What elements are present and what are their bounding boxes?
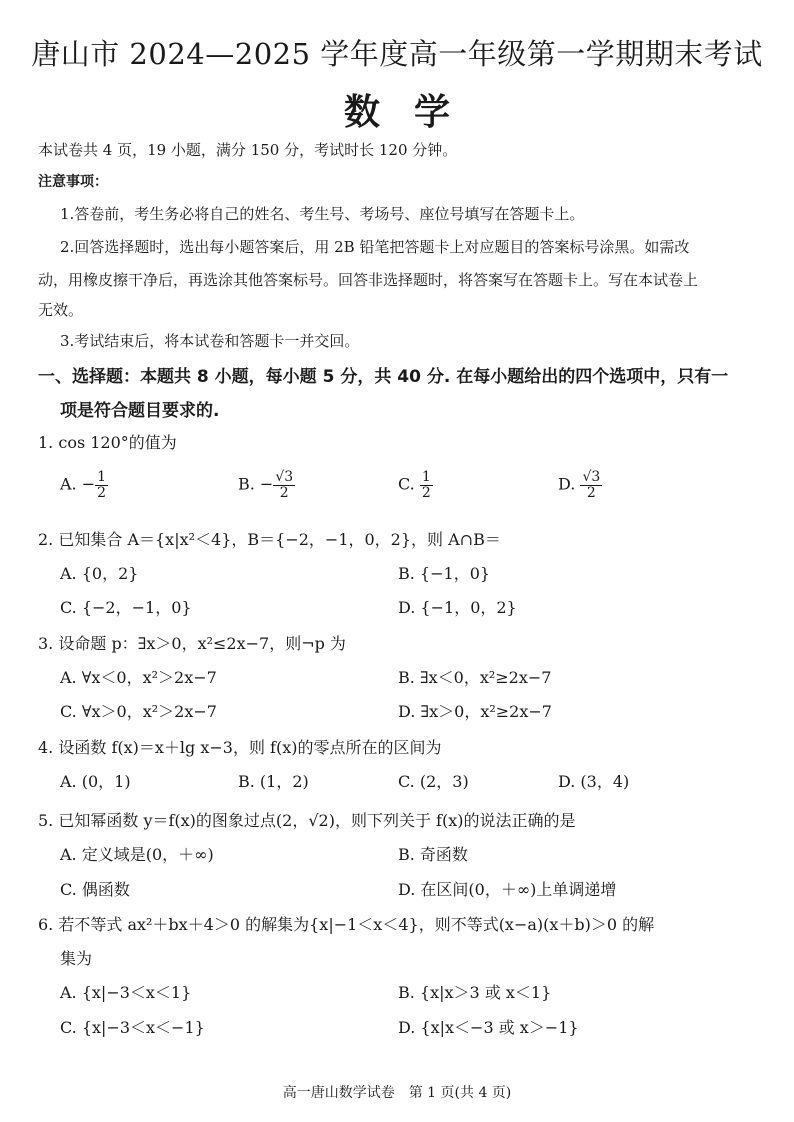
question-4-option-b: B. (1，2) (238, 772, 309, 791)
fraction-denominator: 2 (586, 484, 596, 501)
question-6-option-d: D. {x|x＜−3 或 x＞−1} (398, 1018, 579, 1037)
question-4-option-d: D. (3，4) (558, 772, 630, 791)
question-1-option-c (398, 470, 433, 500)
question-3-option-c: C. ∀x＞0，x²＞2x−7 (60, 702, 217, 721)
notes-heading: 注意事项： (38, 174, 108, 190)
option-d-label: D. (558, 474, 581, 494)
question-4-option-c: C. (2，3) (398, 772, 469, 791)
section-1-heading-line-2: 项是符合题目要求的. (60, 401, 220, 421)
option-b-label: B. − (238, 474, 274, 494)
fraction-numerator: √3 (582, 469, 601, 485)
option-a-fraction (95, 470, 108, 500)
question-2-option-b: B. {−1，0} (398, 564, 491, 583)
question-3-stem: 3. 设命题 p：∃x＞0，x²≤2x−7，则¬p 为 (38, 634, 346, 653)
subject-title: 数学 (343, 92, 484, 133)
question-2-option-d: D. {−1，0，2} (398, 598, 517, 617)
question-6-stem-line-2: 集为 (60, 949, 93, 968)
question-6-option-a: A. {x|−3＜x＜1} (60, 983, 192, 1002)
option-b-fraction (273, 470, 295, 500)
question-1-option-a (60, 470, 108, 500)
note-2-line-1: 2.回答选择题时，选出每小题答案后，用 2B 铅笔把答题卡上对应题目的答案标号涂黑。如需改 (60, 238, 690, 256)
question-5-option-b: B. 奇函数 (398, 845, 468, 864)
fraction-denominator: 2 (421, 484, 431, 501)
question-5-option-a: A. 定义域是(0，＋∞) (60, 845, 214, 864)
option-c-fraction (420, 470, 433, 500)
fraction-denominator: 2 (279, 484, 289, 501)
question-5-option-d: D. 在区间(0，＋∞)上单调递增 (398, 880, 617, 899)
question-3-option-d: D. ∃x＞0，x²≥2x−7 (398, 702, 552, 721)
question-2-option-a: A. {0，2} (60, 564, 139, 583)
question-3-option-a: A. ∀x＜0，x²＞2x−7 (60, 668, 217, 687)
question-4-option-a: A. (0，1) (60, 772, 131, 791)
fraction-numerator: 1 (97, 469, 107, 485)
question-1-option-d (558, 470, 602, 500)
page-footer: 高一唐山数学试卷 第 1 页(共 4 页) (282, 1085, 512, 1101)
question-3-option-b: B. ∃x＜0，x²≥2x−7 (398, 668, 552, 687)
exam-title: 唐山市 2024—2025 学年度高一年级第一学期期末考试 (31, 37, 763, 71)
note-2-line-2: 动，用橡皮擦干净后，再选涂其他答案标号。回答非选择题时，将答案写在答题卡上。写在本试卷上 (38, 271, 699, 289)
option-c-label: C. (398, 474, 420, 494)
note-2-line-3: 无效。 (38, 301, 84, 319)
question-1-option-b (238, 470, 295, 500)
question-4-stem: 4. 设函数 f(x)＝x＋lg x−3，则 f(x)的零点所在的区间为 (38, 738, 442, 757)
exam-intro: 本试卷共 4 页，19 小题，满分 150 分，考试时长 120 分钟。 (38, 141, 458, 159)
question-1-stem: 1. cos 120°的值为 (38, 433, 177, 452)
note-1: 1.答卷前，考生务必将自己的姓名、考生号、考场号、座位号填写在答题卡上。 (60, 205, 585, 223)
question-5-stem: 5. 已知幂函数 y＝f(x)的图象过点(2，√2)，则下列关于 f(x)的说法正确的是 (38, 811, 576, 830)
question-2-stem: 2. 已知集合 A＝{x|x²＜4}，B＝{−2，−1，0，2}，则 A∩B＝ (38, 530, 501, 549)
option-d-fraction (580, 470, 602, 500)
note-3: 3.考试结束后，将本试卷和答题卡一并交回。 (60, 332, 360, 350)
question-6-stem-line-1: 6. 若不等式 ax²＋bx＋4＞0 的解集为{x|−1＜x＜4}，则不等式(x−a)(x＋b)＞0 的解 (38, 915, 655, 934)
question-6-option-c: C. {x|−3＜x＜−1} (60, 1018, 205, 1037)
fraction-numerator: 1 (421, 469, 431, 485)
question-5-option-c: C. 偶函数 (60, 880, 130, 899)
question-6-option-b: B. {x|x＞3 或 x＜1} (398, 983, 552, 1002)
fraction-numerator: √3 (275, 469, 294, 485)
option-a-label: A. − (60, 474, 96, 494)
question-2-option-c: C. {−2，−1，0} (60, 598, 192, 617)
section-1-heading-line-1: 一、选择题：本题共 8 小题，每小题 5 分，共 40 分. 在每小题给出的四个选项中，只有一 (38, 367, 729, 387)
fraction-denominator: 2 (97, 484, 107, 501)
